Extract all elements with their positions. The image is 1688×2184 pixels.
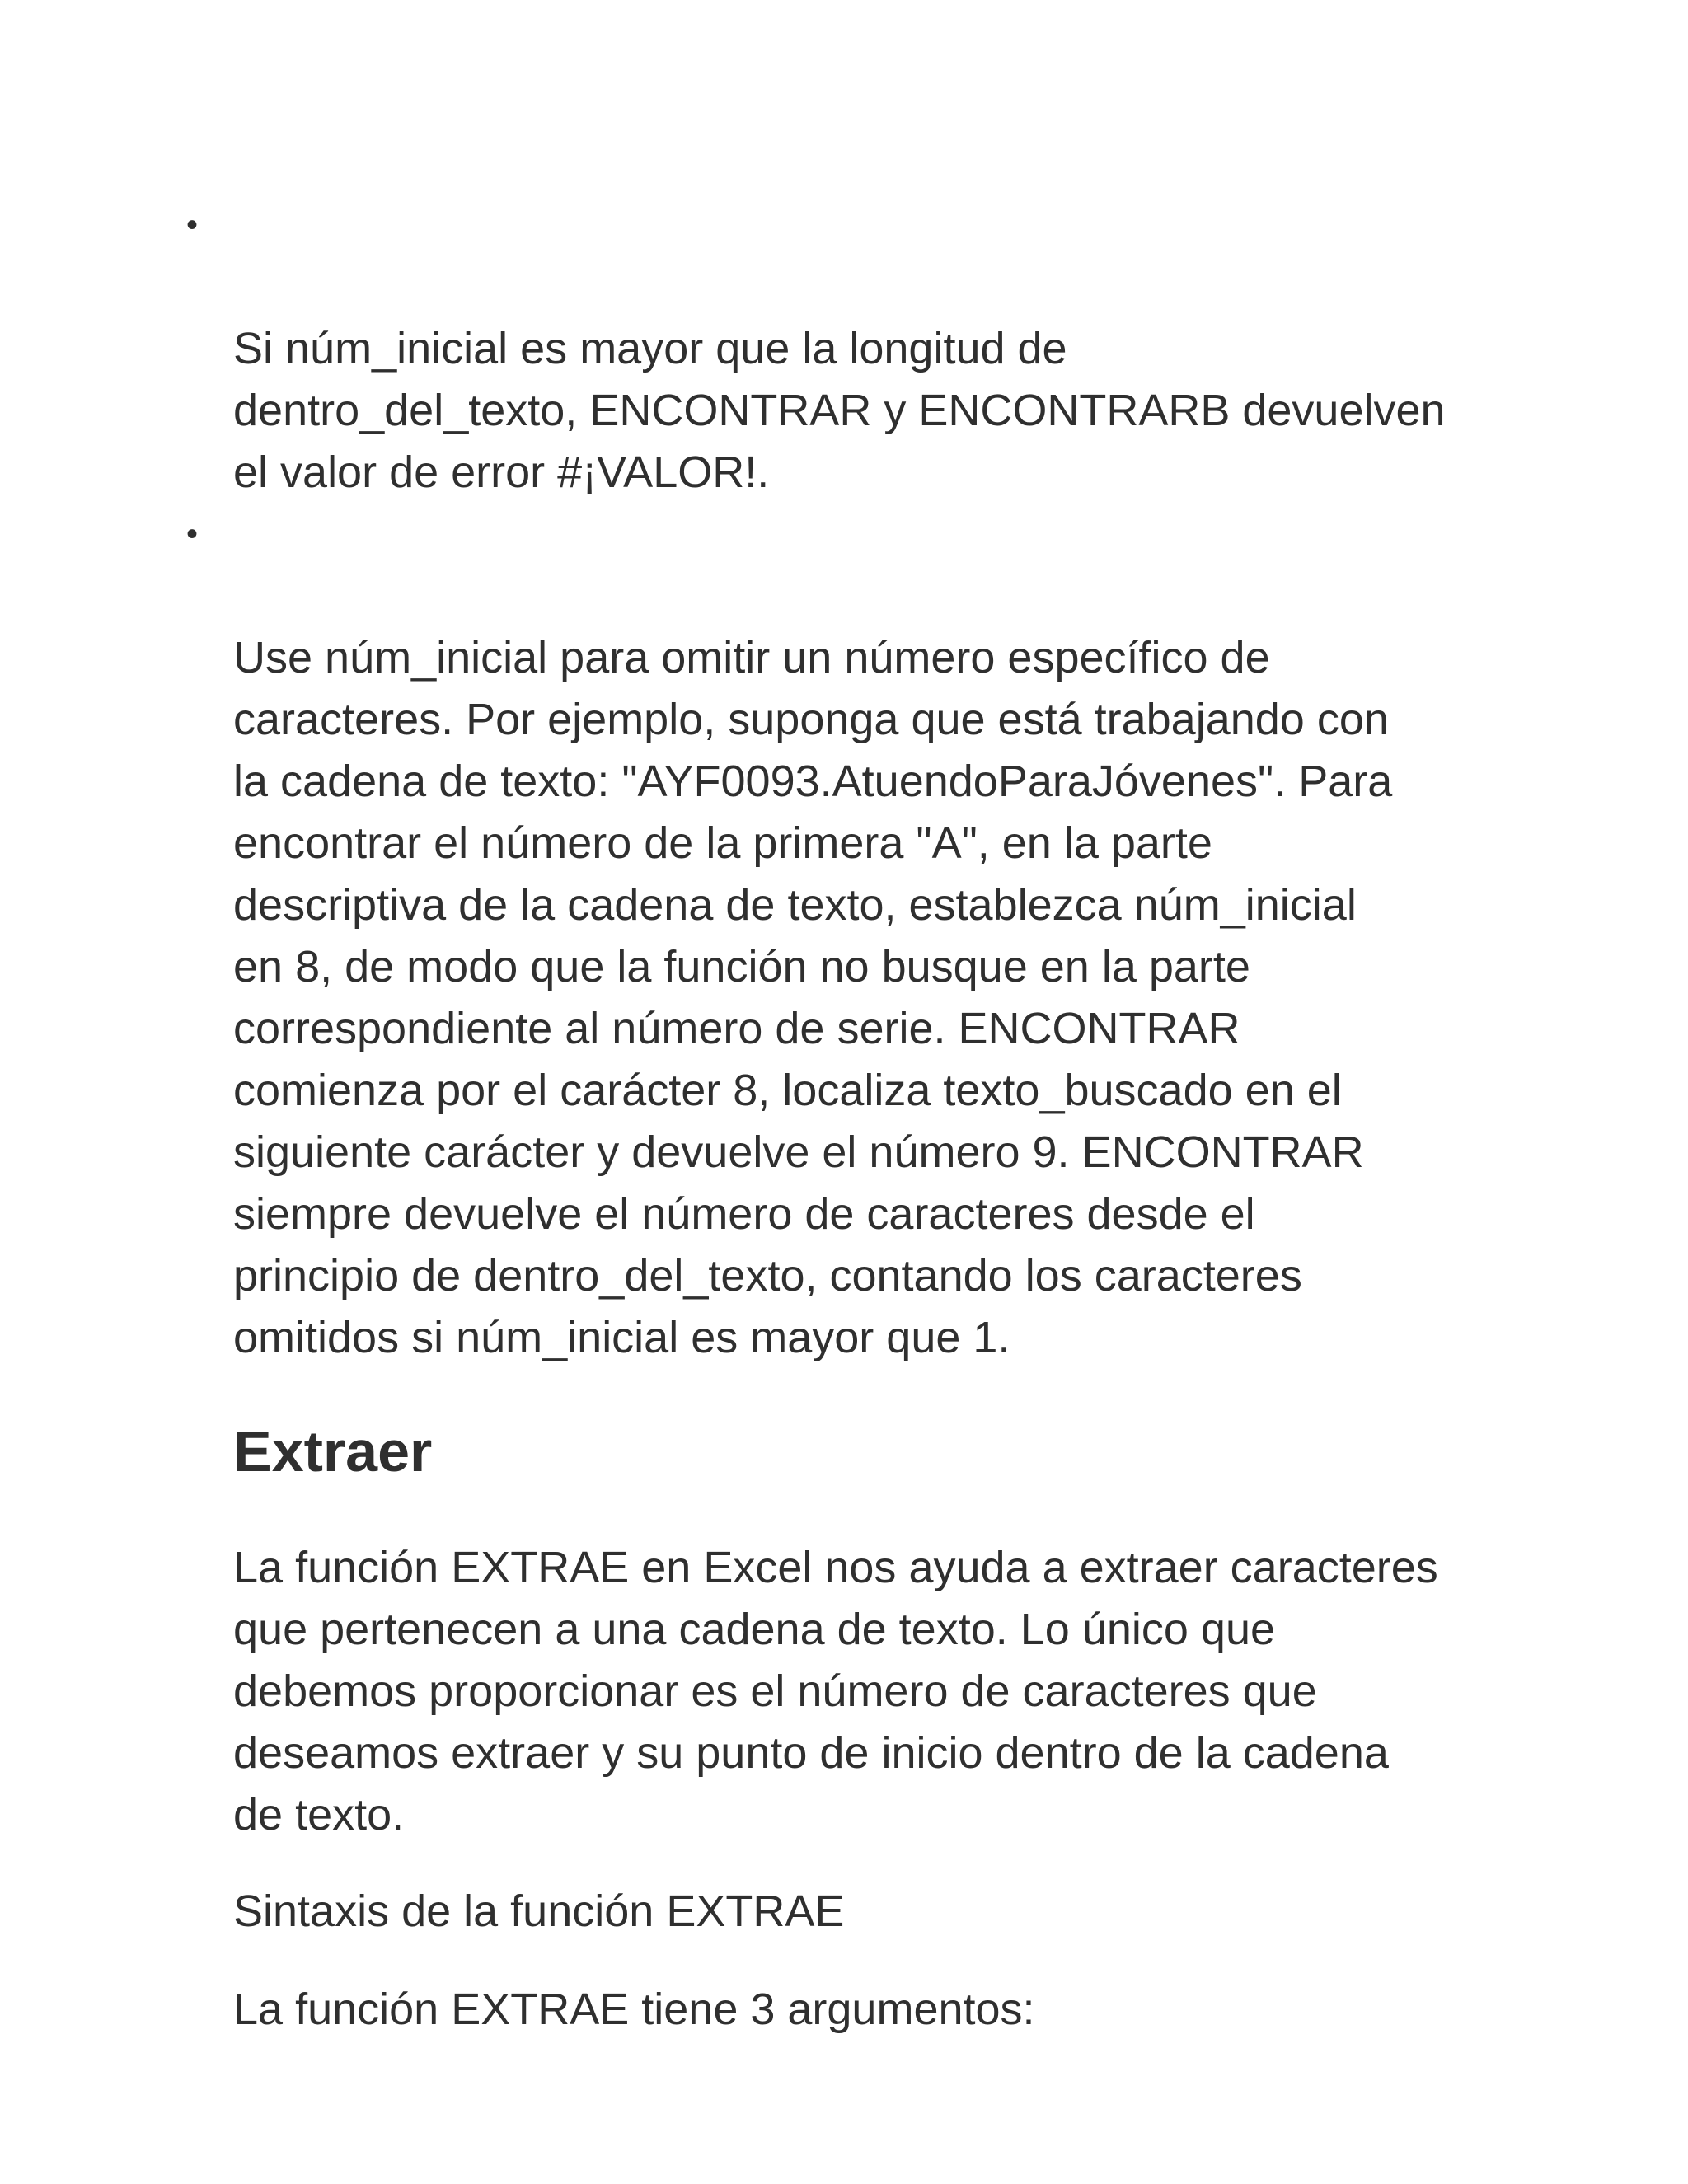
- syntax-title: Sintaxis de la función EXTRAE: [233, 1886, 845, 1936]
- list-item-text: Use núm_inicial para omitir un número específico de caracteres. Por ejemplo, suponga que está trabajando con la cadena de texto: "AYF0093.AtuendoParaJóvenes". Para encontrar el número de la primera "A", en la parte descriptiva de la cadena de texto, establezca núm_inicial en 8, de modo que la función no busque en la parte correspondiente al número de serie. ENCONTRAR comienza por el carácter 8, localiza texto_buscado en el siguiente carácter y devuelve el número 9. ENCONTRAR siempre devuelve el número de caracteres desde el principio de dentro_del_texto, contando los caracteres omitidos si núm_inicial es mayor que 1.: [233, 633, 1393, 1362]
- list-item: [185, 504, 1461, 1369]
- bullet-icon: •: [185, 516, 198, 552]
- list-item: [185, 194, 1461, 504]
- section-heading: Extraer: [233, 1419, 433, 1483]
- intro-paragraph: La función EXTRAE en Excel nos ayuda a extraer caracteres que pertenecen a una cadena de texto. Lo único que debemos proporcionar es el número de caracteres que deseamos extraer y su punto de inicio dentro de la cadena de texto.: [233, 1543, 1438, 1840]
- bullet-list: [185, 194, 1461, 1369]
- arguments-intro: La función EXTRAE tiene 3 argumentos:: [233, 1985, 1035, 2034]
- list-item-text: Si núm_inicial es mayor que la longitud de dentro_del_texto, ENCONTRAR y ENCONTRARB devuelven el valor de error #¡VALOR!.: [233, 324, 1446, 497]
- page-content: [185, 194, 1461, 2041]
- bullet-icon: •: [185, 207, 198, 243]
